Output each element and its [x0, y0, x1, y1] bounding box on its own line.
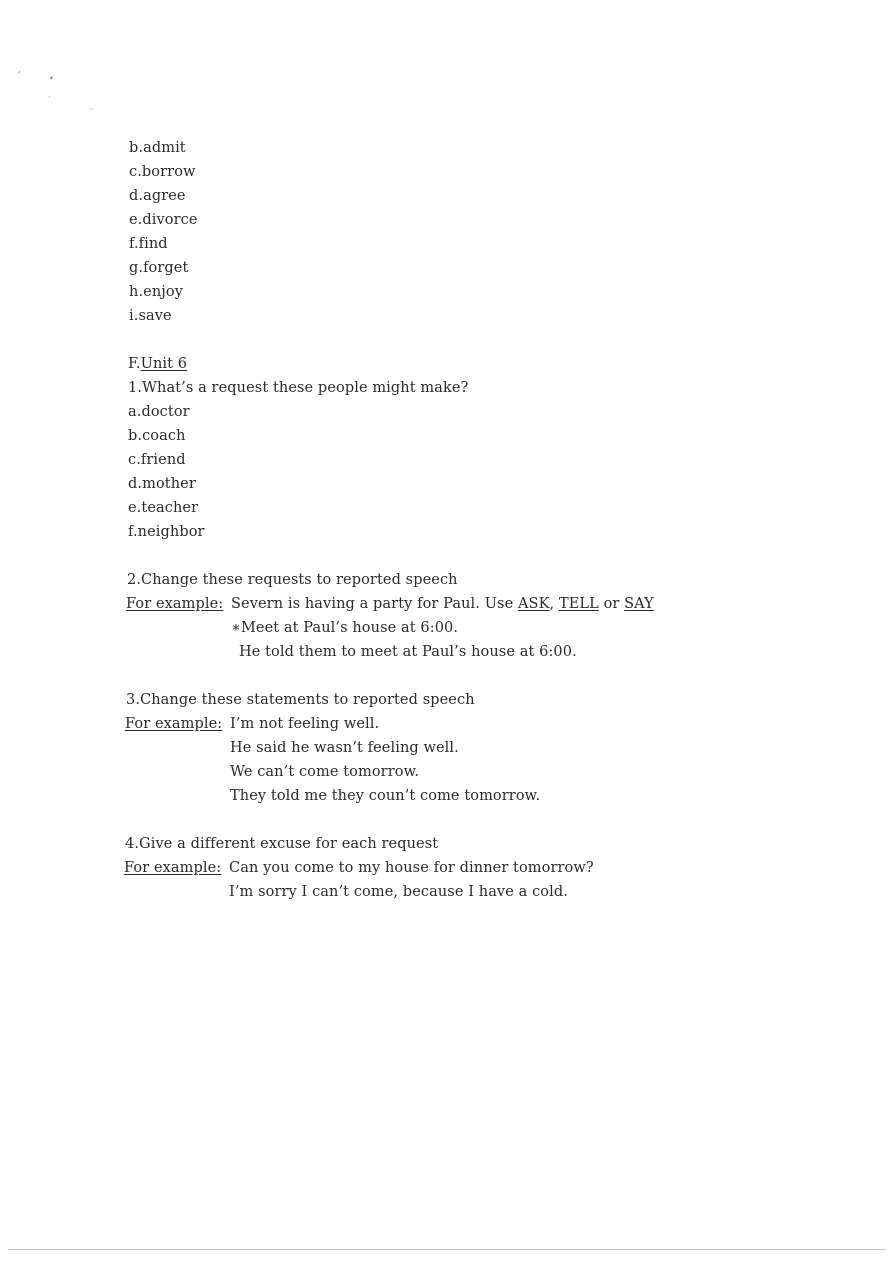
unit-heading	[128, 355, 187, 373]
vocab-item: f.find	[129, 236, 168, 252]
example-label: For example:	[125, 716, 223, 732]
scan-speck: ,	[18, 65, 21, 74]
example-line	[231, 595, 654, 613]
vocab-item: i.save	[129, 308, 172, 324]
example-label: For example:	[124, 860, 222, 876]
scan-speck: •	[49, 74, 54, 83]
example-label: For example:	[126, 596, 224, 612]
request-item: e.teacher	[128, 500, 199, 516]
separator: ,	[549, 596, 559, 612]
vocab-item: e.divorce	[129, 212, 198, 228]
separator: or	[598, 596, 625, 612]
keyword-ask: ASK	[517, 596, 550, 612]
request-item: a.doctor	[128, 404, 190, 420]
request-item: b.coach	[128, 428, 186, 444]
example-line: ∗Meet at Paul’s house at 6:00.	[231, 620, 459, 636]
example-line: He told them to meet at Paul’s house at 6:00.	[239, 644, 577, 660]
unit-title: Unit 6	[140, 356, 188, 372]
question-1: 1.What’s a request these people might make?	[128, 380, 469, 396]
example-line: I’m sorry I can’t come, because I have a cold.	[229, 884, 568, 900]
vocab-item: h.enjoy	[129, 284, 183, 300]
scan-speck: ·‧	[89, 105, 95, 114]
vocab-item: d.agree	[129, 188, 186, 204]
example-text: Severn is having a party for Paul. Use	[231, 596, 518, 612]
request-item: f.neighbor	[128, 524, 205, 540]
scan-speck: ·	[48, 93, 51, 102]
question-2: 2.Change these requests to reported speech	[127, 572, 458, 588]
keyword-say: SAY	[624, 596, 654, 612]
scan-edge-line	[8, 1249, 886, 1250]
example-line: Can you come to my house for dinner tomorrow?	[229, 860, 594, 876]
request-item: c.friend	[128, 452, 186, 468]
vocab-item: c.borrow	[129, 164, 196, 180]
question-3: 3.Change these statements to reported speech	[126, 692, 475, 708]
request-item: d.mother	[128, 476, 196, 492]
example-line: We can’t come tomorrow.	[230, 764, 420, 780]
vocab-item: g.forget	[129, 260, 189, 276]
unit-prefix: F.	[128, 356, 141, 372]
vocab-item: b.admit	[129, 140, 186, 156]
example-line: I’m not feeling well.	[230, 716, 380, 732]
example-line: He said he wasn’t feeling well.	[230, 740, 459, 756]
question-4: 4.Give a different excuse for each request	[125, 836, 439, 852]
example-line: They told me they coun’t come tomorrow.	[230, 788, 541, 804]
keyword-tell: TELL	[558, 596, 599, 612]
